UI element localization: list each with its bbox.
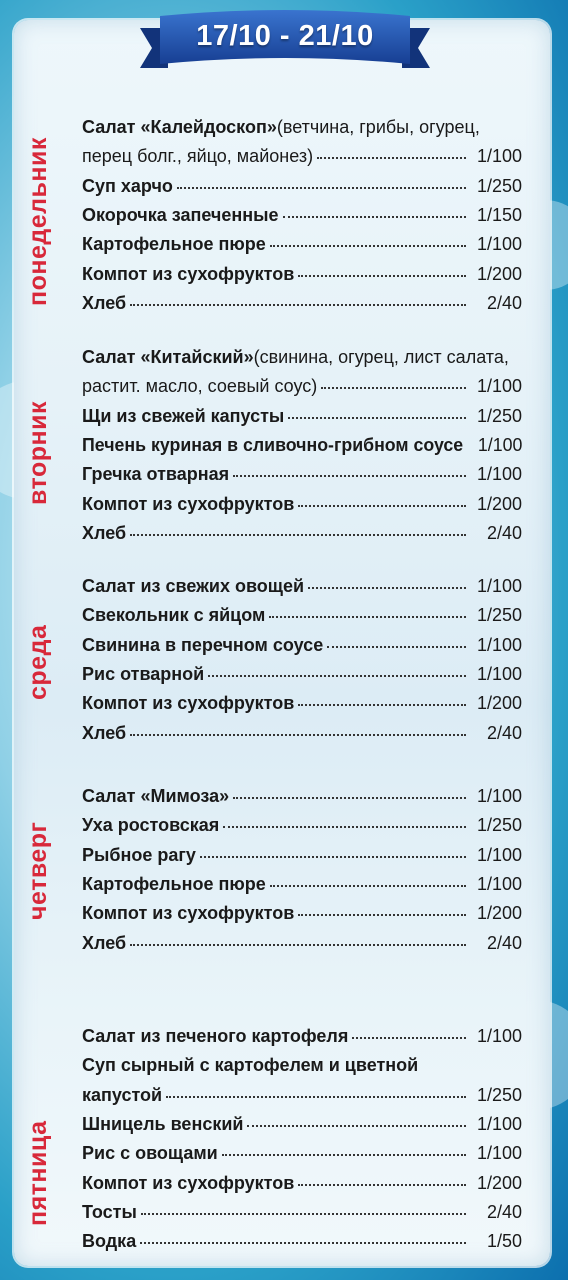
- menu-item: [82, 1231, 522, 1252]
- dot-leader: [208, 675, 466, 677]
- portion-size: 1/250: [476, 1084, 522, 1105]
- day-label: понедельник: [24, 137, 52, 306]
- portion-size: 1/100: [476, 1143, 522, 1164]
- portion-size: 1/200: [476, 1172, 522, 1193]
- menu-item: [82, 176, 522, 197]
- dish-name: Щи из свежей капусты: [82, 405, 285, 426]
- menu-item: [82, 1085, 522, 1106]
- dot-leader: [298, 1184, 466, 1186]
- menu-item: [82, 523, 522, 544]
- dish-name: Компот из сухофруктов: [82, 493, 295, 514]
- dish-name: Компот из сухофруктов: [82, 263, 295, 284]
- dish-description: (ветчина, грибы, огурец,: [276, 117, 480, 137]
- dish-name: Суп харчо: [82, 175, 173, 196]
- portion-size: 2/40: [486, 722, 522, 743]
- dot-leader: [270, 885, 466, 887]
- dot-leader: [130, 944, 466, 946]
- menu-item: [82, 435, 522, 456]
- portion-size: 1/150: [476, 204, 522, 225]
- portion-size: 1/100: [476, 663, 522, 684]
- menu-item: [82, 874, 522, 895]
- dish-description: растит. масло, соевый соус): [82, 376, 318, 397]
- dot-leader: [327, 646, 466, 648]
- dot-leader: [141, 1213, 466, 1215]
- portion-size: 1/250: [476, 605, 522, 626]
- menu-item: [82, 786, 522, 807]
- day-label: пятница: [24, 1120, 52, 1226]
- dish-name: Салат «Мимоза»: [82, 786, 230, 806]
- dot-leader: [298, 704, 466, 706]
- dish-name: Компот из сухофруктов: [82, 693, 295, 714]
- portion-size: 1/100: [476, 634, 522, 655]
- portion-size: 1/100: [476, 576, 522, 596]
- menu-item: [82, 464, 522, 485]
- portion-size: 1/200: [476, 263, 522, 284]
- dish-name: Рис отварной: [82, 663, 205, 684]
- dot-leader: [140, 1242, 466, 1244]
- menu-item: [82, 293, 522, 314]
- menu-item: [82, 635, 522, 656]
- day-label: среда: [24, 624, 52, 700]
- portion-size: 2/40: [486, 1201, 522, 1222]
- dish-name: Хлеб: [82, 932, 127, 953]
- menu-item: [82, 117, 522, 138]
- menu-item: [82, 205, 522, 226]
- dish-name: Тосты: [82, 1201, 137, 1222]
- dish-name: Хлеб: [82, 292, 127, 313]
- dish-name: Хлеб: [82, 722, 127, 743]
- dot-leader: [130, 734, 466, 736]
- portion-size: 1/100: [476, 464, 522, 485]
- dish-name: Хлеб: [82, 522, 127, 543]
- date-range-title: 17/10 - 21/10: [196, 20, 374, 52]
- menu-item: [82, 146, 522, 167]
- dot-leader: [283, 216, 466, 218]
- dish-name: Салат из печеного картофеля: [82, 1026, 349, 1046]
- dish-description: (свинина, огурец, лист салата,: [253, 347, 509, 367]
- menu-item: [82, 494, 522, 515]
- menu-item: [82, 903, 522, 924]
- portion-size: 2/40: [486, 292, 522, 313]
- dot-leader: [130, 534, 466, 536]
- dot-leader: [288, 417, 466, 419]
- portion-size: 2/40: [486, 522, 522, 543]
- date-ribbon: [140, 6, 430, 84]
- dot-leader: [233, 475, 466, 477]
- portion-size: 1/250: [476, 175, 522, 196]
- portion-size: 1/100: [476, 1113, 522, 1134]
- dot-leader: [223, 826, 466, 828]
- dot-leader: [200, 856, 466, 858]
- menu-item: [82, 605, 522, 626]
- dot-leader: [298, 914, 466, 916]
- dish-name: Водка: [82, 1231, 137, 1252]
- portion-size: 1/100: [477, 434, 523, 455]
- menu-item: [82, 1202, 522, 1223]
- dish-description: перец болг., яйцо, майонез): [82, 146, 314, 167]
- dot-leader: [233, 797, 466, 799]
- dish-name: Уха ростовская: [82, 815, 220, 836]
- dot-leader: [130, 304, 466, 306]
- dish-name: Рис с овощами: [82, 1143, 218, 1164]
- day-label: четверг: [24, 821, 52, 920]
- dot-leader: [269, 616, 466, 618]
- dish-name: Картофельное пюре: [82, 234, 266, 255]
- day-label: вторник: [24, 401, 52, 505]
- dish-name: Компот из сухофруктов: [82, 1172, 295, 1193]
- portion-size: 2/40: [486, 932, 522, 953]
- dish-name: Картофельное пюре: [82, 873, 266, 894]
- portion-size: 1/100: [476, 376, 522, 397]
- portion-size: 1/250: [476, 405, 522, 426]
- dish-name: Салат «Китайский»: [82, 347, 254, 367]
- menu-item: [82, 723, 522, 744]
- menu-item: [82, 933, 522, 954]
- dish-name: Окорочка запеченные: [82, 204, 279, 225]
- menu-item: [82, 815, 522, 836]
- menu-item: [82, 664, 522, 685]
- portion-size: 1/100: [476, 786, 522, 806]
- portion-size: 1/100: [476, 234, 522, 255]
- portion-size: 1/200: [476, 903, 522, 924]
- dish-name: капустой: [82, 1084, 163, 1105]
- dish-name: Салат «Калейдоскоп»: [82, 117, 277, 137]
- dot-leader: [298, 275, 466, 277]
- dish-name: Свинина в перечном соусе: [82, 634, 324, 655]
- dot-leader: [247, 1125, 466, 1127]
- dot-leader: [317, 157, 466, 159]
- dot-leader: [270, 245, 466, 247]
- dish-name: Гречка отварная: [82, 464, 230, 485]
- menu-item: [82, 406, 522, 427]
- dish-name: Суп сырный с картофелем и цветной: [82, 1055, 419, 1076]
- portion-size: 1/100: [476, 1026, 522, 1046]
- dot-leader: [352, 1037, 466, 1039]
- dot-leader: [222, 1154, 466, 1156]
- menu-item: [82, 264, 522, 285]
- dish-name: Печень куриная в сливочно-грибном соусе: [82, 434, 464, 455]
- menu-item: [82, 347, 522, 368]
- portion-size: 1/100: [476, 844, 522, 865]
- dish-name: Салат из свежих овощей: [82, 576, 305, 596]
- menu-item: [82, 1114, 522, 1135]
- dot-leader: [166, 1096, 466, 1098]
- portion-size: 1/250: [476, 815, 522, 836]
- menu-item: [82, 576, 522, 597]
- menu-item: [82, 1026, 522, 1047]
- menu-item: [82, 376, 522, 397]
- portion-size: 1/50: [486, 1231, 522, 1252]
- dot-leader: [308, 587, 466, 589]
- dish-name: Свекольник с яйцом: [82, 605, 266, 626]
- dot-leader: [321, 387, 466, 389]
- dot-leader: [298, 505, 466, 507]
- portion-size: 1/200: [476, 493, 522, 514]
- menu-item: [82, 1143, 522, 1164]
- menu-item: [82, 1173, 522, 1194]
- dish-name: Компот из сухофруктов: [82, 903, 295, 924]
- portion-size: 1/200: [476, 693, 522, 714]
- dish-name: Рыбное рагу: [82, 844, 196, 865]
- menu-item: [82, 693, 522, 714]
- dish-name: Шницель венский: [82, 1113, 244, 1134]
- dot-leader: [177, 187, 466, 189]
- portion-size: 1/100: [476, 873, 522, 894]
- menu-item: [82, 234, 522, 255]
- menu-item: [82, 845, 522, 866]
- menu-item: [82, 1055, 522, 1076]
- portion-size: 1/100: [476, 146, 522, 167]
